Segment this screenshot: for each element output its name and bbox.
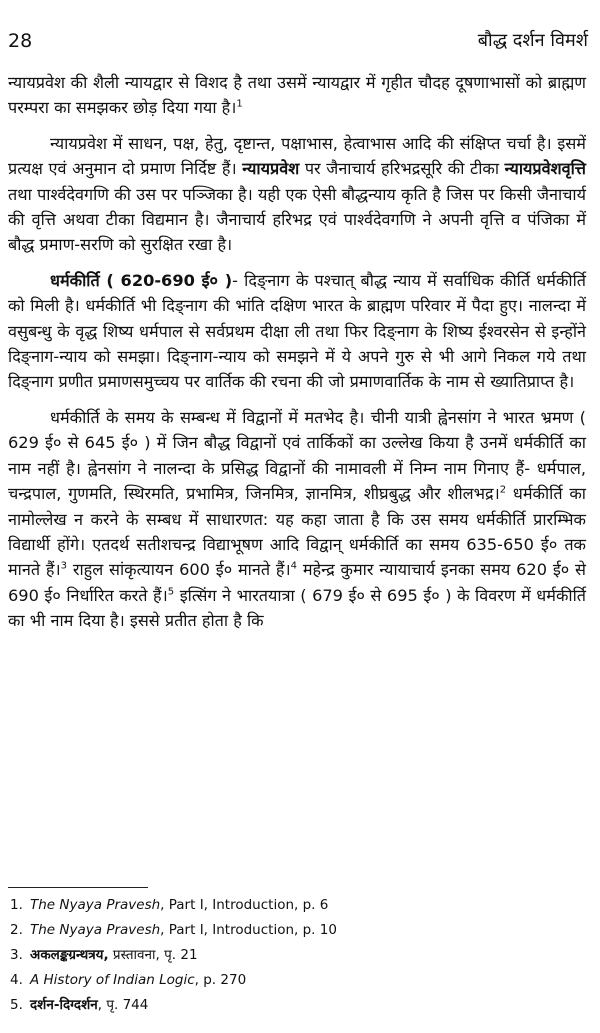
page-header	[8, 30, 588, 56]
section-heading-dharmakirti: धर्मकीर्ति ( 620-690 ई० )	[50, 270, 233, 290]
footnote-item	[10, 893, 580, 918]
footnote-item	[10, 968, 580, 993]
paragraph-4-text-b: धर्मकीर्ति का नामोल्लेख न करने के सम्बध में साधारणत: यह कहा जाता है कि उस समय धर्मकीर्ति प्रारम्भिक विद्यार्थी होंगे। एतदर्थ सतीशचन्द्र विद्याभूषण आदि विद्वान् धर्मकीर्ति का समय 635-650 ई० तक मानते हैं।	[8, 484, 586, 580]
paragraph-4-text-c: राहुल सांकृत्यायन 600 ई० मानते हैं।	[67, 560, 291, 580]
footnote-number: 1.	[10, 897, 23, 913]
running-title: बौद्ध दर्शन विमर्श	[477, 30, 588, 51]
paragraph-2-text-a: न्यायप्रवेश में साधन, पक्ष, हेतु, दृष्टान्त, पक्षाभास, हेत्वाभास आदि की संक्षिप्त चर्चा है। इसमें प्रत्यक्ष एवं अनुमान दो प्रमाण निर्दिष्ट हैं।	[8, 133, 586, 179]
footnote-item	[10, 918, 580, 943]
footnote-number: 2.	[10, 922, 23, 938]
footnote-ref-1: 1	[236, 99, 243, 111]
footnotes	[10, 893, 580, 1018]
footnote-title: The Nyaya Pravesh	[30, 922, 161, 938]
paragraph-4-text-a: धर्मकीर्ति के समय के सम्बन्ध में विद्वानों में मतभेद है। चीनी यात्री ह्वेनसांग ने भारत भ्रमण ( 629 ई० से 645 ई० ) में जिन बौद्ध विद्वानों एवं तार्किकों का उल्लेख किया है उनमें धर्मकीर्ति का नाम नहीं है। ह्वेनसांग ने नालन्दा के प्रसिद्ध विद्वानों की नामावली में निम्न नाम गिनाए हैं- धर्मपाल, चन्द्रपाल, गुणमति, स्थिरमति, प्रभामित्र, जिनमित्र, ज्ञानमित्र, शीघ्रबुद्ध और शीलभद्र।	[8, 407, 586, 504]
footnote-item	[10, 943, 580, 968]
paragraph-1-text: न्यायप्रवेश की शैली न्यायद्वार से विशद है तथा उसमें न्यायद्वार में गृहीत चौदह दूषणाभासों को ब्राह्मण परम्परा का समझकर छोड़ दिया गया है।	[8, 73, 586, 118]
paragraph-1	[8, 70, 586, 121]
footnote-ref-5: 5	[167, 586, 175, 598]
paragraph-2-text-c: पर जैनाचार्य हरिभद्रसूरि की टीका	[299, 159, 505, 179]
footnote-rest: प्रस्तावना, पृ. 21	[108, 947, 198, 963]
page-number: 28	[8, 30, 33, 52]
paragraph-3	[8, 268, 586, 395]
footnote-rest: , Part I, Introduction, p. 6	[160, 897, 329, 913]
term-nyayapravesh: न्यायप्रवेश	[242, 159, 300, 179]
paragraph-4	[8, 405, 586, 634]
paragraph-2	[8, 131, 586, 258]
footnote-ref-3: 3	[60, 560, 68, 572]
footnote-rest: , पृ. 744	[97, 997, 149, 1013]
footnote-number: 5.	[10, 997, 23, 1013]
paragraph-3-text: - दिङ्नाग के पश्चात् बौद्ध न्याय में सर्वाधिक कीर्ति धर्मकीर्ति को मिली है। धर्मकीर्ति भी दिङ्नाग की भांति दक्षिण भारत के ब्राह्मण परिवार में पैदा हुए। नालन्दा में वसुबन्धु के वृद्ध शिष्य धर्मपाल से सर्वप्रथम दीक्षा ली तथा फिर दिङ्नाग के शिष्य ईश्वरसेन से इन्होंने दिङ्नाग-न्याय को समझा। दिङ्नाग-न्याय को समझने में ये अपने गुरु से भी आगे निकल गये तथा दिङ्नाग प्रणीत प्रमाणसमुच्चय पर वार्तिक की रचना की जो प्रमाणवार्तिक के नाम से ख्यातिप्राप्त है।	[8, 270, 586, 392]
paragraph-4-text-d: महेन्द्र कुमार न्यायाचार्य इनका समय 620 ई० से 690 ई० निर्धारित करते हैं।	[8, 560, 586, 605]
footnote-ref-4: 4	[290, 560, 298, 572]
footnote-title: The Nyaya Pravesh	[30, 897, 161, 913]
footnote-rest: , p. 270	[194, 972, 247, 988]
term-nyayapraveshvritti: न्यायप्रवेशवृत्ति	[504, 159, 586, 179]
footnote-title: दर्शन-दिग्दर्शन	[30, 997, 98, 1013]
footnote-title: A History of Indian Logic	[30, 972, 195, 988]
footnote-number: 4.	[10, 972, 23, 988]
paragraph-4-text-e: इत्सिंग ने भारतयात्रा ( 679 ई० से 695 ई० ) के विवरण में धर्मकीर्ति का भी नाम दिया है। इससे प्रतीत होता है कि	[8, 585, 586, 631]
body-text	[8, 70, 586, 644]
footnote-divider	[8, 887, 148, 888]
footnote-rest: , Part I, Introduction, p. 10	[160, 922, 337, 938]
footnote-title: अकलङ्कग्रन्थत्रय,	[30, 947, 109, 963]
footnote-item	[10, 993, 580, 1018]
footnote-ref-2: 2	[499, 484, 507, 496]
paragraph-2-text-e: तथा पार्श्वदेवगणि की उस पर पञ्जिका है। यही एक ऐसी बौद्धन्याय कृति है जिस पर किसी जैनाचार्य की वृत्ति अथवा टीका विद्यमान है। जैनाचार्य हरिभद्र एवं पार्श्वदेवगणि ने अपनी वृत्ति व पंजिका में बौद्ध प्रमाण-सरणि को सुरक्षित रखा है।	[8, 184, 586, 255]
footnote-number: 3.	[10, 947, 23, 963]
